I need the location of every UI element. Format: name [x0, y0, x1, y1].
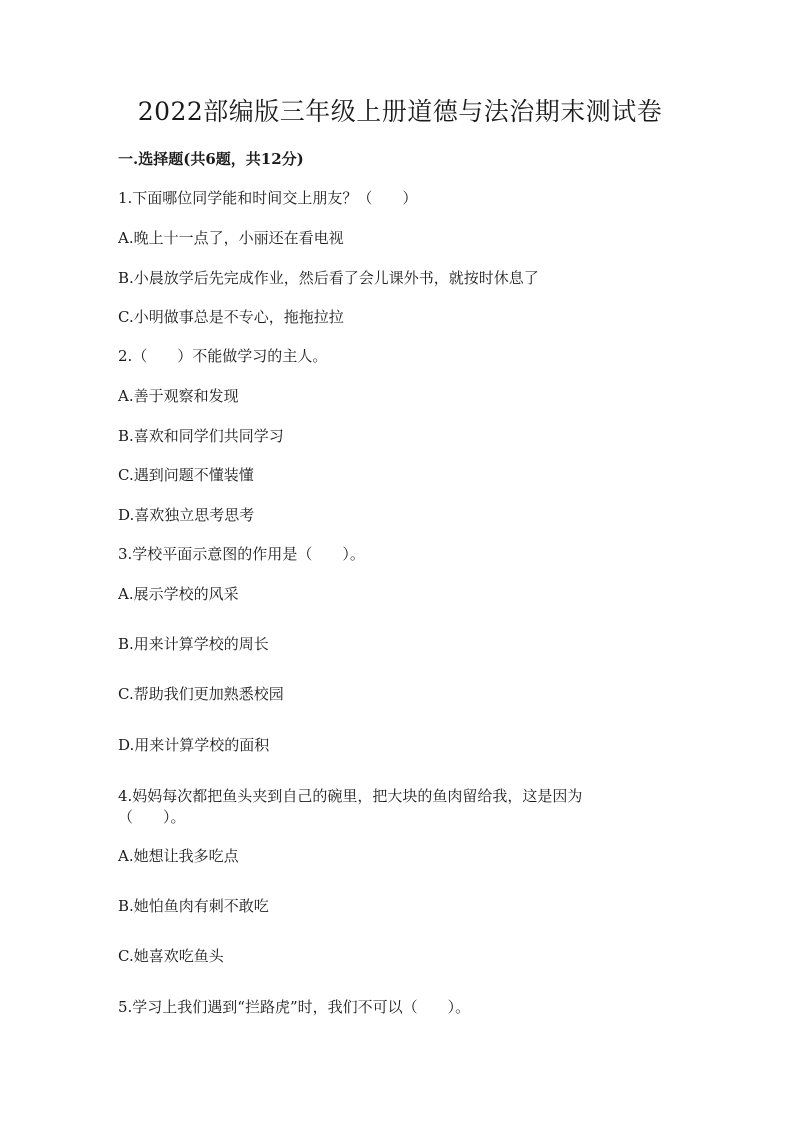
- question-3-option-d: D.用来计算学校的面积: [118, 736, 270, 754]
- question-2-stem: 2.（ ）不能做学习的主人。: [118, 347, 328, 365]
- question-4-stem-continuation: （ ）。: [118, 808, 186, 826]
- question-5-stem: 5.学习上我们遇到“拦路虎”时，我们不可以（ ）。: [118, 998, 471, 1016]
- question-4-stem: 4.妈妈每次都把鱼头夹到自己的碗里，把大块的鱼肉留给我，这是因为: [118, 787, 583, 805]
- question-4-option-b: B.她怕鱼肉有刺不敢吃: [118, 897, 269, 915]
- question-1-option-c: C.小明做事总是不专心，拖拖拉拉: [118, 308, 344, 326]
- question-1-option-a: A.晚上十一点了，小丽还在看电视: [118, 229, 344, 247]
- question-2-option-d: D.喜欢独立思考思考: [118, 506, 255, 524]
- question-2-option-c: C.遇到问题不懂装懂: [118, 466, 254, 484]
- question-2-option-a: A.善于观察和发现: [118, 387, 239, 405]
- section-heading: 一.选择题(共6题，共12分): [118, 150, 304, 168]
- question-2-option-b: B.喜欢和同学们共同学习: [118, 427, 284, 445]
- question-3-option-a: A.展示学校的风采: [118, 585, 239, 603]
- question-1-option-b: B.小晨放学后先完成作业，然后看了会儿课外书，就按时休息了: [118, 269, 539, 287]
- question-3-option-b: B.用来计算学校的周长: [118, 635, 269, 653]
- question-4-option-a: A.她想让我多吃点: [118, 847, 239, 865]
- page-title: 2022部编版三年级上册道德与法治期末测试卷: [137, 97, 663, 126]
- question-3-option-c: C.帮助我们更加熟悉校园: [118, 685, 284, 703]
- question-3-stem: 3.学校平面示意图的作用是（ ）。: [118, 545, 365, 563]
- question-1-stem: 1.下面哪位同学能和时间交上朋友？（ ）: [118, 189, 418, 207]
- question-4-option-c: C.她喜欢吃鱼头: [118, 947, 224, 965]
